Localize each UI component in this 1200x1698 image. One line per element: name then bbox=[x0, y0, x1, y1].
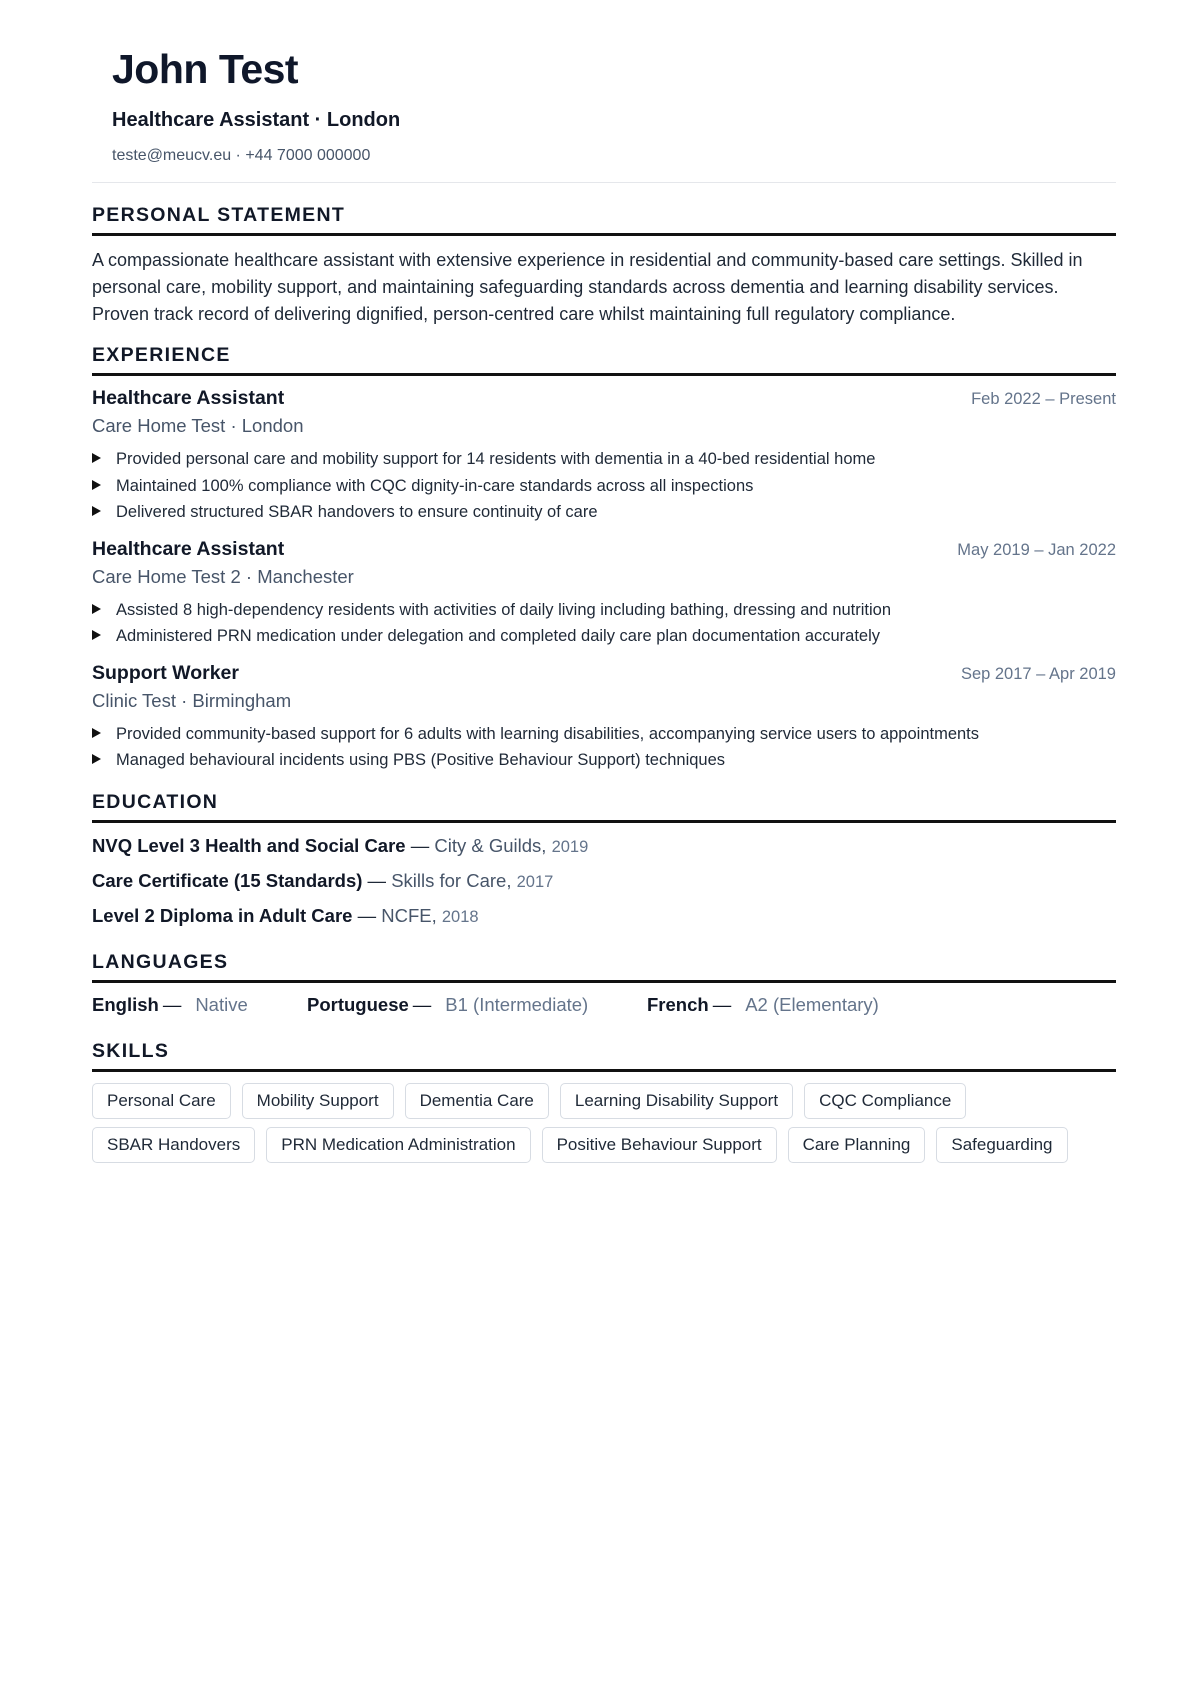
education-item bbox=[92, 899, 1116, 934]
section-title: EXPERIENCE bbox=[92, 344, 231, 366]
skill-chip: Dementia Care bbox=[405, 1083, 549, 1119]
languages-section bbox=[92, 950, 1116, 1017]
candidate-headline: Healthcare Assistant · London bbox=[112, 109, 401, 131]
education-separator: — bbox=[405, 834, 435, 856]
job-title: Support Worker bbox=[92, 661, 239, 684]
education-degree: Level 2 Diploma in Adult Care bbox=[92, 904, 353, 926]
bullet-text: Delivered structured SBAR handovers to ensure continuity of care bbox=[116, 503, 598, 521]
education-institution: City & Guilds, bbox=[434, 834, 547, 856]
language-item bbox=[647, 993, 879, 1017]
bullet-item bbox=[92, 623, 1116, 650]
bullet-item bbox=[92, 597, 1116, 624]
section-title: SKILLS bbox=[92, 1039, 170, 1062]
triangle-bullet-icon bbox=[92, 506, 101, 516]
education-year: 2019 bbox=[551, 837, 589, 856]
education-item bbox=[92, 864, 1116, 899]
job-bullets bbox=[92, 446, 1116, 526]
language-item bbox=[307, 993, 647, 1017]
job-bullets bbox=[92, 597, 1116, 650]
education-separator: — bbox=[362, 869, 392, 891]
bullet-text: Provided personal care and mobility support for 14 residents with dementia in a 40-bed residential home bbox=[116, 450, 876, 468]
triangle-bullet-icon bbox=[92, 754, 101, 764]
bullet-item bbox=[92, 473, 1116, 500]
bullet-item bbox=[92, 499, 1116, 526]
education-list bbox=[92, 829, 1116, 934]
education-year: 2018 bbox=[441, 907, 479, 926]
job-title: Healthcare Assistant bbox=[92, 387, 285, 409]
candidate-name: John Test bbox=[112, 46, 299, 92]
resume-page bbox=[92, 0, 1116, 1171]
education-section bbox=[92, 790, 1116, 934]
skill-chip: Safeguarding bbox=[936, 1127, 1067, 1163]
job-dates: Feb 2022 – Present bbox=[971, 390, 1116, 408]
language-level: B1 (Intermediate) bbox=[445, 993, 589, 1015]
skill-chip: Learning Disability Support bbox=[560, 1083, 793, 1119]
section-title: EDUCATION bbox=[92, 790, 219, 813]
section-rule bbox=[92, 980, 1116, 983]
triangle-bullet-icon bbox=[92, 728, 101, 738]
bullet-text: Managed behavioural incidents using PBS (Positive Behaviour Support) techniques bbox=[116, 751, 726, 769]
bullet-text: Assisted 8 high-dependency residents with activities of daily living including bathing, dressing and nutrition bbox=[116, 600, 892, 619]
job-organisation: Care Home Test 2 · Manchester bbox=[92, 565, 354, 587]
section-rule bbox=[92, 233, 1116, 236]
language-level: A2 (Elementary) bbox=[745, 993, 879, 1015]
languages-list bbox=[92, 993, 1116, 1017]
language-name: French bbox=[647, 993, 709, 1015]
section-rule bbox=[92, 1069, 1116, 1072]
job-entry bbox=[92, 537, 1116, 650]
experience-section bbox=[92, 343, 1116, 774]
education-degree: NVQ Level 3 Health and Social Care bbox=[92, 834, 406, 856]
bullet-item bbox=[92, 721, 1116, 748]
language-name: Portuguese bbox=[307, 993, 409, 1015]
skill-chip: Mobility Support bbox=[242, 1083, 394, 1119]
skill-chip: PRN Medication Administration bbox=[266, 1127, 530, 1163]
contact-info: teste@meucv.eu · +44 7000 000000 bbox=[112, 147, 371, 164]
section-rule bbox=[92, 820, 1116, 823]
education-separator: — bbox=[352, 904, 382, 926]
section-title: PERSONAL STATEMENT bbox=[92, 204, 346, 226]
job-organisation: Care Home Test · London bbox=[92, 415, 304, 436]
language-level: Native bbox=[195, 993, 248, 1015]
triangle-bullet-icon bbox=[92, 604, 101, 614]
bullet-text: Provided community-based support for 6 adults with learning disabilities, accompanying service users to appointments bbox=[116, 724, 980, 743]
section-rule bbox=[92, 373, 1116, 376]
resume-header bbox=[92, 0, 1116, 166]
bullet-text: Maintained 100% compliance with CQC dignity-in-care standards across all inspections bbox=[116, 476, 754, 495]
skill-chip: Personal Care bbox=[92, 1083, 231, 1119]
job-dates: May 2019 – Jan 2022 bbox=[957, 540, 1116, 559]
skills-list bbox=[92, 1083, 1112, 1171]
job-organisation: Clinic Test · Birmingham bbox=[92, 689, 292, 711]
job-title: Healthcare Assistant bbox=[92, 537, 285, 560]
education-institution: NCFE, bbox=[381, 904, 437, 926]
skill-chip: Care Planning bbox=[788, 1127, 926, 1163]
bullet-text: Administered PRN medication under delegation and completed daily care plan documentation accurately bbox=[116, 627, 881, 645]
skill-chip: Positive Behaviour Support bbox=[542, 1127, 777, 1163]
bullet-item bbox=[92, 446, 1116, 473]
section-title: LANGUAGES bbox=[92, 950, 229, 973]
skill-chip: CQC Compliance bbox=[804, 1083, 966, 1119]
triangle-bullet-icon bbox=[92, 453, 101, 463]
skill-chip: SBAR Handovers bbox=[92, 1127, 255, 1163]
job-bullets bbox=[92, 721, 1116, 774]
header-divider bbox=[92, 182, 1116, 183]
job-dates: Sep 2017 – Apr 2019 bbox=[960, 664, 1116, 683]
bullet-item bbox=[92, 747, 1116, 774]
education-degree: Care Certificate (15 Standards) bbox=[92, 869, 363, 891]
education-item bbox=[92, 829, 1116, 864]
job-entry bbox=[92, 386, 1116, 526]
triangle-bullet-icon bbox=[92, 630, 101, 640]
language-separator: — bbox=[712, 993, 732, 1015]
skills-section bbox=[92, 1039, 1116, 1171]
language-separator: — bbox=[162, 993, 182, 1015]
personal-statement-section bbox=[92, 203, 1116, 328]
language-separator: — bbox=[412, 993, 432, 1015]
language-name: English bbox=[92, 993, 159, 1015]
triangle-bullet-icon bbox=[92, 480, 101, 490]
education-year: 2017 bbox=[516, 872, 554, 891]
personal-statement-text: A compassionate healthcare assistant with extensive experience in residential and community-based care settings. Skilled in personal care, mobility support, and maintaining safeguarding standards across dementia and learning disability services. Proven track record of delivering dignified, person-centred care whilst maintaining full regulatory compliance. bbox=[92, 250, 1083, 324]
job-entry bbox=[92, 661, 1116, 774]
language-item bbox=[92, 993, 307, 1017]
education-institution: Skills for Care, bbox=[391, 869, 512, 891]
